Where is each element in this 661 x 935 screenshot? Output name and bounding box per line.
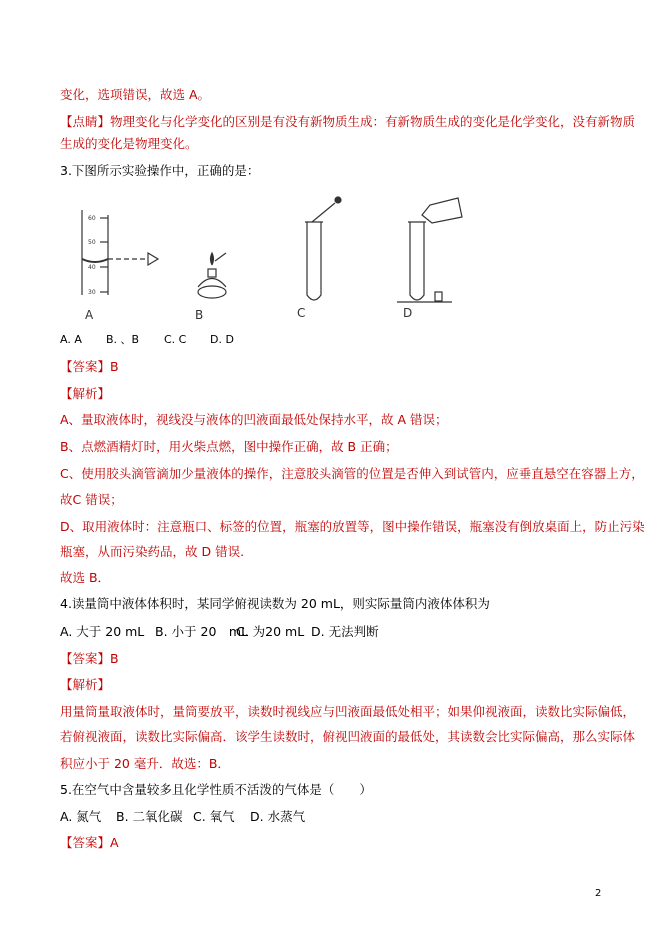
analysis-label: 【解析】 <box>60 386 111 401</box>
figure-label-d: D <box>403 306 413 320</box>
option-b: B. 二氧化碳 <box>116 809 183 824</box>
analysis-line: 故选 B． <box>60 570 111 585</box>
answer-label: 【答案】B <box>60 359 119 374</box>
analysis-line: 故C 错误； <box>60 492 123 507</box>
option-d: D. 无法判断 <box>311 624 379 639</box>
figure-label-a: A <box>85 308 94 322</box>
option-c: C. 为20 mL <box>236 624 305 639</box>
option-a: A. A <box>60 333 82 346</box>
option-c: C. C <box>164 333 187 346</box>
tip-line: 【点睛】物理变化与化学变化的区别是有没有新物质生成：有新物质生成的变化是化学变化，没有新物质 <box>60 114 636 129</box>
analysis-line: C、使用胶头滴管滴加少量液体的操作，注意胶头滴管的位置是否伸入到试管内，应垂直悬空在容器上方， <box>60 466 644 481</box>
analysis-label: 【解析】 <box>60 677 111 692</box>
question-3: 3.下图所示实验操作中，正确的是： <box>60 163 260 178</box>
option-b: B. 、B <box>106 333 140 346</box>
option-a: A. 大于 20 mL <box>60 624 145 639</box>
answer-label: 【答案】A <box>60 835 119 850</box>
option-d: D. 水蒸气 <box>250 809 306 824</box>
option-b: B. 小于 20 mL <box>155 624 249 639</box>
text-line: 生成的变化是物理变化。 <box>60 136 198 151</box>
analysis-line: 用量筒量取液体时，量筒要放平，读数时视线应与凹液面最低处相平；如果仰视液面，读数比实际偏低， <box>60 704 636 719</box>
question-4: 4.读量筒中液体体积时，某同学俯视读数为 20 mL，则实际量筒内液体体积为 <box>60 596 490 611</box>
analysis-line: B、点燃酒精灯时，用火柴点燃，图中操作正确，故 B 正确； <box>60 439 398 454</box>
option-a: A. 氮气 <box>60 809 102 824</box>
figure-label-c: C <box>297 306 306 320</box>
page-number: 2 <box>595 888 602 899</box>
answer-label: 【答案】B <box>60 651 119 666</box>
option-c: C. 氧气 <box>193 809 235 824</box>
analysis-line: 瓶塞，从而污染药品，故 D 错误. <box>60 544 245 559</box>
analysis-line: A、量取液体时，视线没与液体的凹液面最低处保持水平，故 A 错误； <box>60 412 448 427</box>
analysis-line: 积应小于 20 毫升．故选：B． <box>60 756 230 771</box>
tick-label: 40 <box>88 264 96 271</box>
analysis-line: 若俯视液面，读数比实际偏高．该学生读数时，俯视凹液面的最低处，其读数会比实际偏高，那么实际体 <box>60 729 636 744</box>
option-d: D. D <box>210 333 234 346</box>
tick-label: 60 <box>88 215 96 222</box>
experiment-figure <box>60 195 480 325</box>
figure-label-b: B <box>195 308 204 322</box>
question-5: 5.在空气中含量较多且化学性质不活泼的气体是（ ） <box>60 782 372 797</box>
text-line: 变化，选项错误，故选 A。 <box>60 87 211 102</box>
tick-label: 50 <box>88 239 96 246</box>
tick-label: 30 <box>88 289 96 296</box>
analysis-line: D、取用液体时：注意瓶口、标签的位置，瓶塞的放置等，图中操作错误，瓶塞没有倒放桌面上，防止污染 <box>60 519 645 534</box>
